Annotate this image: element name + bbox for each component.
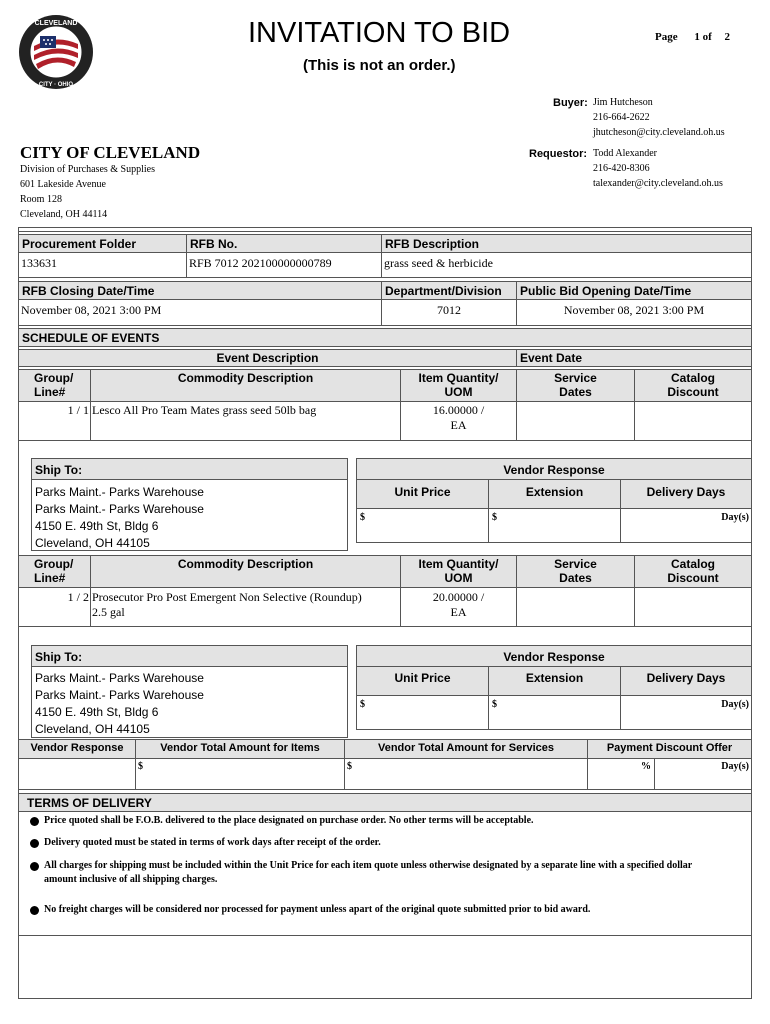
org-division: Division of Purchases & Supplies [20,164,155,175]
rfb-no-value: RFB 7012 202100000000789 [189,256,332,270]
item-1-ship-to-label: Ship To: [35,463,83,477]
col-discount: Discount [667,385,719,399]
discount-percent-input[interactable]: % [641,761,651,772]
col-dates-2: Dates [559,571,592,585]
col-commodity-2: Commodity Description [177,557,314,571]
procurement-folder-value: 133631 [21,256,57,270]
item-1-ship-line-1: Parks Maint.- Parks Warehouse [35,485,204,499]
page-subtitle: (This is not an order.) [303,57,456,74]
terms-bullet-4-icon [30,906,39,915]
col-catalog-2: Catalog [670,557,715,571]
totals-discount-label: Payment Discount Offer [606,742,733,754]
department-label: Department/Division [385,284,502,298]
col-service: Service [554,371,597,385]
col-qty: Item Quantity/ [418,371,499,385]
col-service-2: Service [554,557,597,571]
item-2-ship-to-label: Ship To: [35,650,83,664]
item-1-line: 1 / 1 [67,403,89,417]
item-2-extension-label: Extension [525,671,584,685]
item-2-ship-line-4: Cleveland, OH 44105 [35,722,150,736]
col-discount-2: Discount [667,571,719,585]
totals-vendor-response-label: Vendor Response [30,742,124,754]
page-indicator: Page 1 of 2 [655,31,731,43]
city-seal-logo [18,14,94,90]
terms-item-2: Delivery quoted must be stated in terms of work days after receipt of the order. [44,837,381,848]
totals-items-label: Vendor Total Amount for Items [160,742,320,754]
buyer-label: Buyer: [553,97,588,109]
item-1-ship-line-3: 4150 E. 49th St, Bldg 6 [35,519,159,533]
page-title: INVITATION TO BID [248,17,511,49]
col-group-2: Group/ [34,557,74,571]
rfb-description-value: grass seed & herbicide [384,256,493,270]
item-1-description: Lesco All Pro Team Mates grass seed 50lb bag [92,403,317,417]
item-2-unit-price-label: Unit Price [394,671,451,685]
requestor-label: Requestor: [529,148,588,160]
item-1-unit-price-input[interactable]: $ [360,512,365,523]
col-group: Group/ [34,371,74,385]
item-1-delivery-days-input[interactable]: Day(s) [721,512,749,523]
svg-text:CLEVELAND: CLEVELAND [34,20,78,27]
col-line-2: Line# [34,571,66,585]
item-2-ship-line-1: Parks Maint.- Parks Warehouse [35,671,204,685]
rfb-no-label: RFB No. [190,237,238,251]
event-date-label: Event Date [520,351,583,365]
org-city: Cleveland, OH 44114 [20,209,108,220]
terms-title: TERMS OF DELIVERY [27,796,152,810]
col-dates: Dates [559,385,592,399]
item-1-qty: 16.00000 / [432,403,485,417]
item-2-ship-line-2: Parks Maint.- Parks Warehouse [35,688,204,702]
totals-services-input[interactable]: $ [347,761,352,772]
col-commodity: Commodity Description [177,371,314,385]
item-2-line: 1 / 2 [67,590,89,604]
terms-item-4: No freight charges will be considered nor processed for payment unless apart of the original quote submitted prior to bid award. [44,904,591,915]
item-1-uom: EA [450,418,467,432]
org-name: CITY OF CLEVELAND [20,143,201,162]
totals-services-label: Vendor Total Amount for Services [377,742,555,754]
requestor-phone: 216-420-8306 [593,163,650,174]
event-description-label: Event Description [216,351,319,365]
item-2-uom: EA [450,605,467,619]
item-2-delivery-days-input[interactable]: Day(s) [721,699,749,710]
terms-bullet-2-icon [30,839,39,848]
totals-items-input[interactable]: $ [138,761,143,772]
org-room: Room 128 [20,194,62,205]
org-street: 601 Lakeside Avenue [20,179,106,190]
item-2-unit-price-input[interactable]: $ [360,699,365,710]
item-2-extension-input[interactable]: $ [492,699,497,710]
buyer-name: Jim Hutcheson [593,97,653,108]
item-2-vendor-response-label: Vendor Response [503,650,605,664]
terms-bullet-1-icon [30,817,39,826]
item-1-vendor-response-label: Vendor Response [503,463,605,477]
department-value: 7012 [437,303,461,317]
svg-text:CITY · OHIO: CITY · OHIO [38,82,74,88]
col-line: Line# [34,385,66,399]
closing-date-label: RFB Closing Date/Time [22,284,155,298]
item-2-ship-line-3: 4150 E. 49th St, Bldg 6 [35,705,159,719]
rfb-description-label: RFB Description [385,237,480,251]
item-1-unit-price-label: Unit Price [394,485,451,499]
discount-days-input[interactable]: Day(s) [721,761,749,772]
item-1-delivery-days-label: Delivery Days [646,485,726,499]
requestor-email[interactable]: talexander@city.cleveland.oh.us [593,178,723,189]
requestor-name: Todd Alexander [593,148,658,159]
totals-vendor-response-input[interactable] [19,759,135,789]
col-qty-2: Item Quantity/ [418,557,499,571]
schedule-title: SCHEDULE OF EVENTS [22,331,160,345]
item-2-qty: 20.00000 / [432,590,485,604]
item-2-description-2: 2.5 gal [92,605,125,619]
buyer-email[interactable]: jhutcheson@city.cleveland.oh.us [593,127,725,138]
opening-date-value: November 08, 2021 3:00 PM [563,303,705,317]
terms-bullet-3-icon [30,862,39,871]
item-2-description: Prosecutor Pro Post Emergent Non Selective (Roundup) [92,590,362,604]
terms-item-3: All charges for shipping must be included within the Unit Price for each item quote unless otherwise designated by a separate line with a specified dollar amount inclusive of all shipping charges. [44,860,693,885]
col-catalog: Catalog [670,371,715,385]
col-uom-2: UOM [444,571,473,585]
item-1-extension-input[interactable]: $ [492,512,497,523]
terms-item-1: Price quoted shall be F.O.B. delivered to the place designated on purchase order. No other terms will be acceptable. [44,815,534,826]
item-2-delivery-days-label: Delivery Days [646,671,726,685]
buyer-phone: 216-664-2622 [593,112,650,123]
procurement-folder-label: Procurement Folder [22,237,137,251]
opening-date-label: Public Bid Opening Date/Time [520,284,692,298]
item-1-ship-line-2: Parks Maint.- Parks Warehouse [35,502,204,516]
col-uom: UOM [444,385,473,399]
item-1-ship-line-4: Cleveland, OH 44105 [35,536,150,550]
item-1-extension-label: Extension [525,485,584,499]
closing-date-value: November 08, 2021 3:00 PM [21,303,162,317]
